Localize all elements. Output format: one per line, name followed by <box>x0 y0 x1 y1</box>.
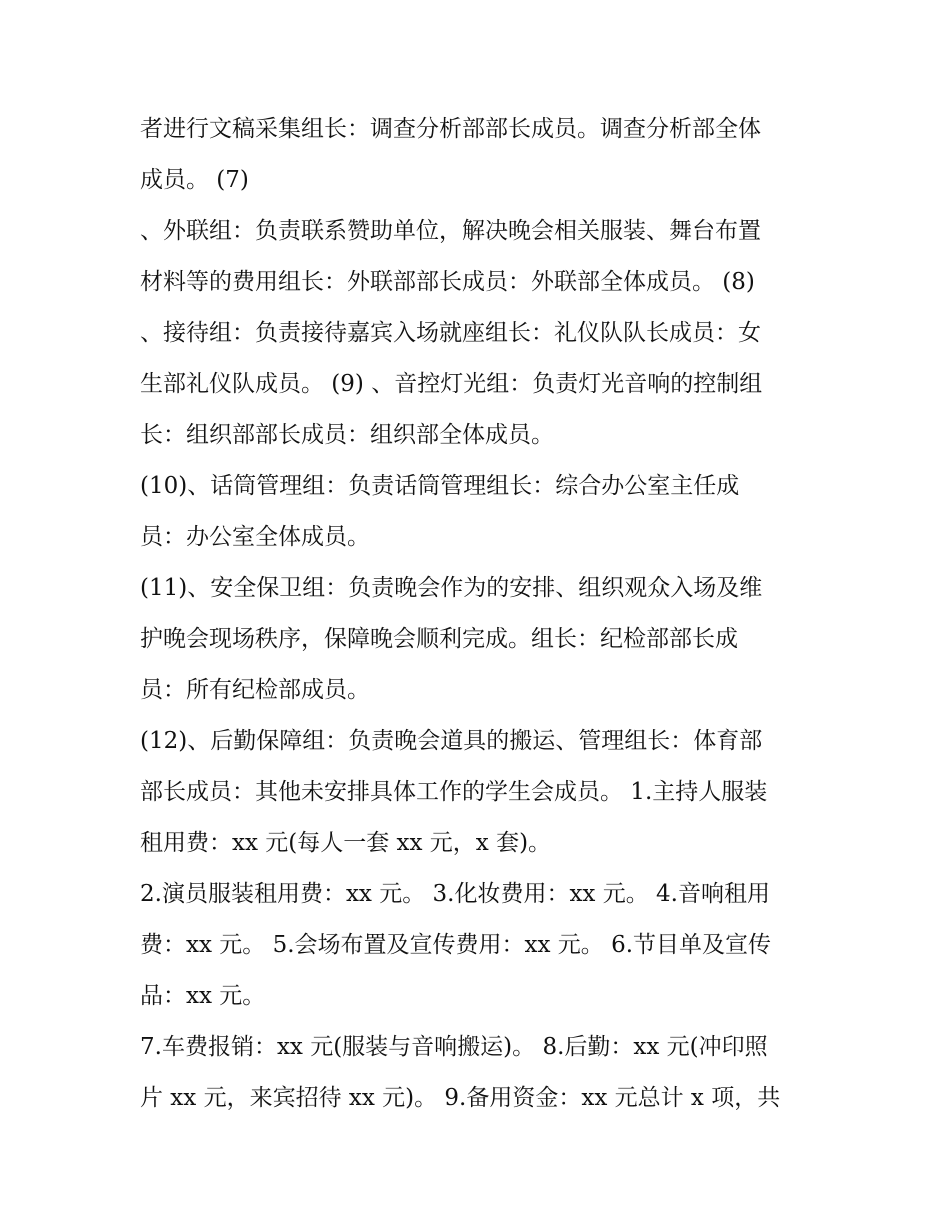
text-line: 2.演员服装租用费：xx 元。 3.化妆费用：xx 元。 4.音响租用 <box>140 881 770 907</box>
text-line: 长：组织部部长成员：组织部全体成员。 <box>140 422 554 448</box>
document-body <box>140 104 820 1124</box>
text-line: 员：所有纪检部成员。 <box>140 677 370 703</box>
text-line: 成员。 (7) <box>140 167 249 193</box>
text-line: (10)、话筒管理组：负责话筒管理组长：综合办公室主任成 <box>140 473 740 499</box>
text-line: 片 xx 元，来宾招待 xx 元)。 9.备用资金：xx 元总计 x 项，共 <box>140 1085 781 1111</box>
text-line: (11)、安全保卫组：负责晚会作为的安排、组织观众入场及维 <box>140 575 763 601</box>
text-line: 、外联组：负责联系赞助单位，解决晚会相关服装、舞台布置 <box>140 218 761 244</box>
text-line: 材料等的费用组长：外联部部长成员：外联部全体成员。 (8) <box>140 269 755 295</box>
text-line: 、接待组：负责接待嘉宾入场就座组长：礼仪队队长成员：女 <box>140 320 761 346</box>
text-line: 员：办公室全体成员。 <box>140 524 370 550</box>
text-line: 生部礼仪队成员。 (9) 、音控灯光组：负责灯光音响的控制组 <box>140 371 763 397</box>
text-line: 者进行文稿采集组长：调查分析部部长成员。调查分析部全体 <box>140 116 761 142</box>
text-line: 部长成员：其他未安排具体工作的学生会成员。 1.主持人服装 <box>140 779 768 805</box>
text-line: 费：xx 元。 5.会场布置及宣传费用：xx 元。 6.节目单及宣传 <box>140 932 772 958</box>
text-line: 护晚会现场秩序，保障晚会顺利完成。组长：纪检部部长成 <box>140 626 738 652</box>
text-line: 租用费：xx 元(每人一套 xx 元，x 套)。 <box>140 830 552 856</box>
text-line: 品：xx 元。 <box>140 983 266 1009</box>
text-line: 7.车费报销：xx 元(服装与音响搬运)。 8.后勤：xx 元(冲印照 <box>140 1034 768 1060</box>
text-line: (12)、后勤保障组：负责晚会道具的搬运、管理组长：体育部 <box>140 728 763 754</box>
